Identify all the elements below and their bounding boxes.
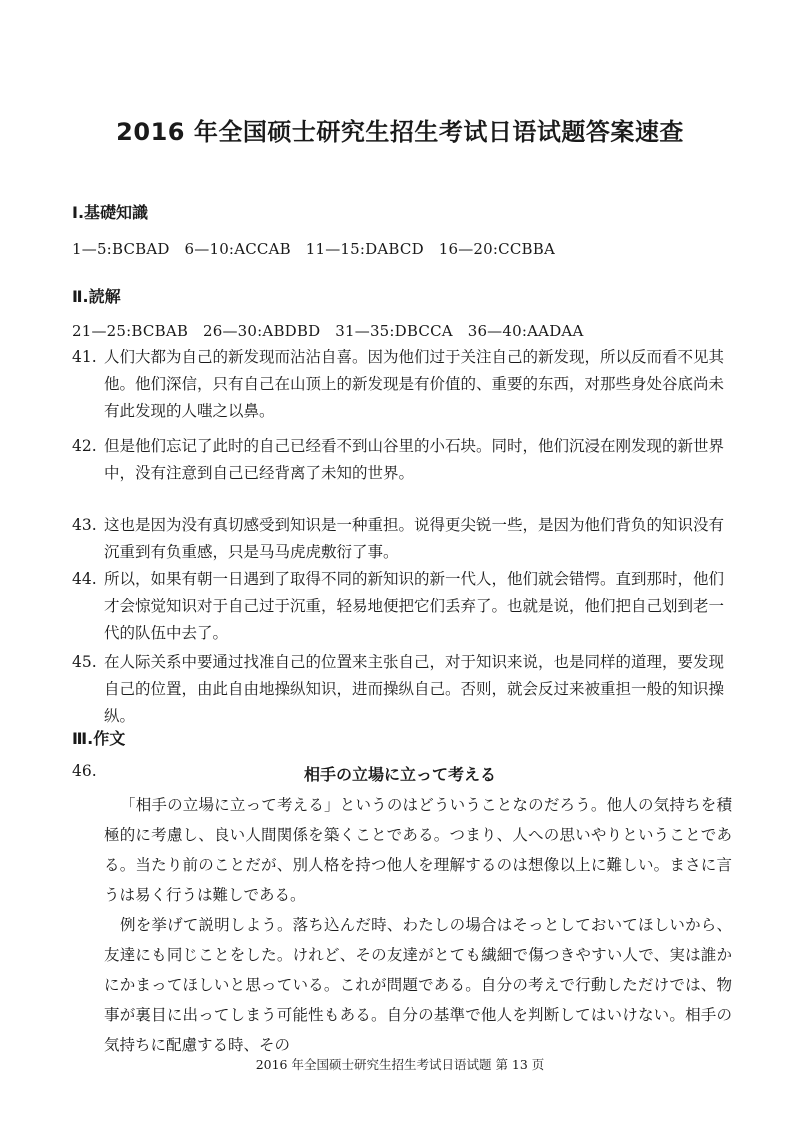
page-footer: 2016 年全国硕士研究生招生考试日语试题 第 13 页 [255, 1057, 545, 1072]
answer-row-21-40: 21—25:BCBAB 26—30:ABDBD 31—35:DBCCA 36—40:AADAA [72, 322, 584, 340]
page-title: 2016 年全国硕士研究生招生考试日语试题答案速查 [116, 118, 684, 146]
translation-answer-41 [72, 344, 732, 425]
answer-number: 44. [72, 570, 97, 588]
essay-title: 相手の立場に立って考える [303, 765, 496, 784]
answer-row-1-20: 1—5:BCBAD 6—10:ACCAB 11—15:DABCD 16—20:CCBBA [72, 240, 555, 258]
answer-text: 但是他们忘记了此时的自己已经看不到山谷里的小石块。同时，他们沉浸在刚发现的新世界中，没有注意到自己已经背离了未知的世界。 [104, 437, 725, 482]
essay-paragraph-2: 例を挙げて説明しよう。落ち込んだ時、わたしの場合はそっとしておいてほしいから、友達にも同じことをした。けれど、その友達がとても繊細で傷つきやすい人で、実は誰かにかまってほしいと思っている。これが問題である。自分の考えで行動しただけでは、物事が裏目に出ってしまう可能性もある。自分の基準で他人を判断してはいけない。相手の気持ちに配慮する時、その [104, 916, 732, 1054]
answer-number: 43. [72, 516, 97, 534]
translation-answer-43 [72, 512, 732, 566]
translation-answer-44 [72, 566, 732, 647]
translation-answer-42 [72, 433, 732, 487]
answer-text: 所以，如果有朝一日遇到了取得不同的新知识的新一代人，他们就会错愕。直到那时，他们才会惊觉知识对于自己过于沉重，轻易地便把它们丢弃了。也就是说，他们把自己划到老一代的队伍中去了。 [104, 570, 725, 642]
answer-text: 人们大都为自己的新发现而沾沾自喜。因为他们过于关注自己的新发现，所以反而看不见其他。他们深信，只有自己在山顶上的新发现是有价值的、重要的东西，对那些身处谷底尚未有此发现的人嗤之以鼻。 [104, 348, 725, 420]
essay-question-number: 46. [72, 762, 97, 780]
section-heading-composition: Ⅲ.作文 [72, 729, 126, 748]
answer-number: 42. [72, 437, 97, 455]
section-heading-basic-knowledge: Ⅰ.基礎知識 [72, 203, 149, 222]
translation-answer-45 [72, 649, 732, 730]
section-heading-reading: Ⅱ.読解 [72, 287, 121, 306]
answer-number: 41. [72, 348, 97, 366]
answer-text: 这也是因为没有真切感受到知识是一种重担。说得更尖锐一些，是因为他们背负的知识没有沉重到有负重感，只是马马虎虎敷衍了事。 [104, 516, 725, 561]
answer-number: 45. [72, 653, 97, 671]
answer-text: 在人际关系中要通过找准自己的位置来主张自己，对于知识来说，也是同样的道理，要发现自己的位置，由此自由地操纵知识，进而操纵自己。否则，就会反过来被重担一般的知识操纵。 [104, 653, 725, 725]
essay-paragraph-1: 「相手の立場に立って考える」というのはどういうことなのだろう。他人の気持ちを積極的に考慮し、良い人間関係を築くことである。つまり、人への思いやりということである。当たり前のことだが、別人格を持つ他人を理解するのは想像以上に難しい。まさに言うは易く行うは難しである。 [104, 796, 732, 904]
